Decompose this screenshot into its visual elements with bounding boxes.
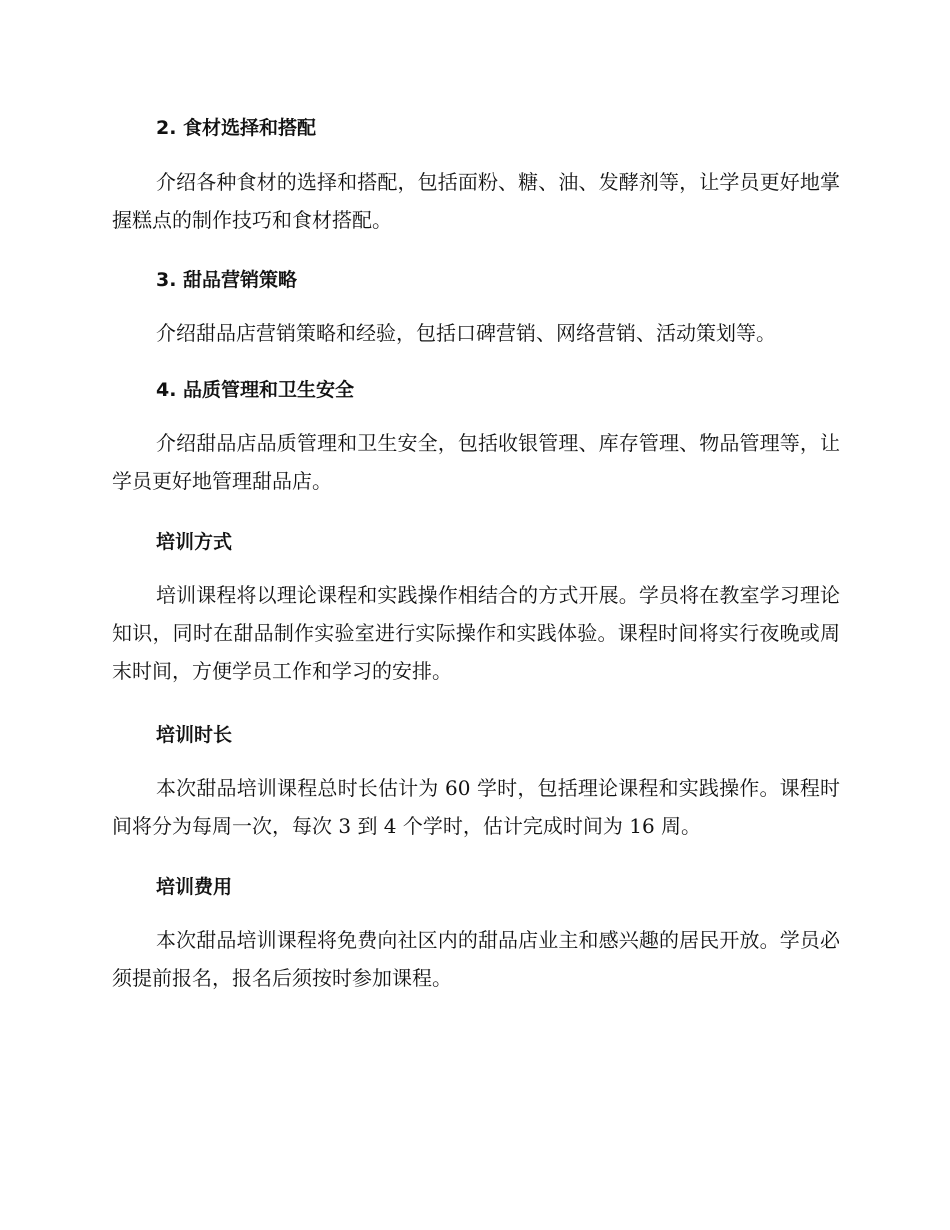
section-heading-ingredients: 2. 食材选择和搭配 (156, 117, 317, 139)
section-body-quality: 介绍甜品店品质管理和卫生安全，包括收银管理、库存管理、物品管理等，让学员更好地管理甜品店。 (112, 431, 840, 493)
section-body-training-method: 培训课程将以理论课程和实践操作相结合的方式开展。学员将在教室学习理论知识，同时在甜品制作实验室进行实际操作和实践体验。课程时间将实行夜晚或周末时间，方便学员工作和学习的安排。 (112, 583, 840, 683)
section-heading-marketing: 3. 甜品营销策略 (156, 269, 298, 291)
section-body-training-duration: 本次甜品培训课程总时长估计为 60 学时，包括理论课程和实践操作。课程时间将分为每周一次，每次 3 到 4 个学时，估计完成时间为 16 周。 (112, 776, 840, 838)
section-heading-training-method: 培训方式 (156, 531, 233, 553)
section-heading-training-duration: 培训时长 (156, 724, 233, 746)
section-body-marketing: 介绍甜品店营销策略和经验，包括口碑营销、网络营销、活动策划等。 (156, 321, 776, 345)
section-body-training-fee: 本次甜品培训课程将免费向社区内的甜品店业主和感兴趣的居民开放。学员必须提前报名，报名后须按时参加课程。 (112, 928, 840, 990)
section-heading-quality: 4. 品质管理和卫生安全 (156, 379, 355, 401)
section-heading-training-fee: 培训费用 (156, 876, 233, 898)
section-body-ingredients: 介绍各种食材的选择和搭配，包括面粉、糖、油、发酵剂等，让学员更好地掌握糕点的制作技巧和食材搭配。 (112, 170, 840, 232)
